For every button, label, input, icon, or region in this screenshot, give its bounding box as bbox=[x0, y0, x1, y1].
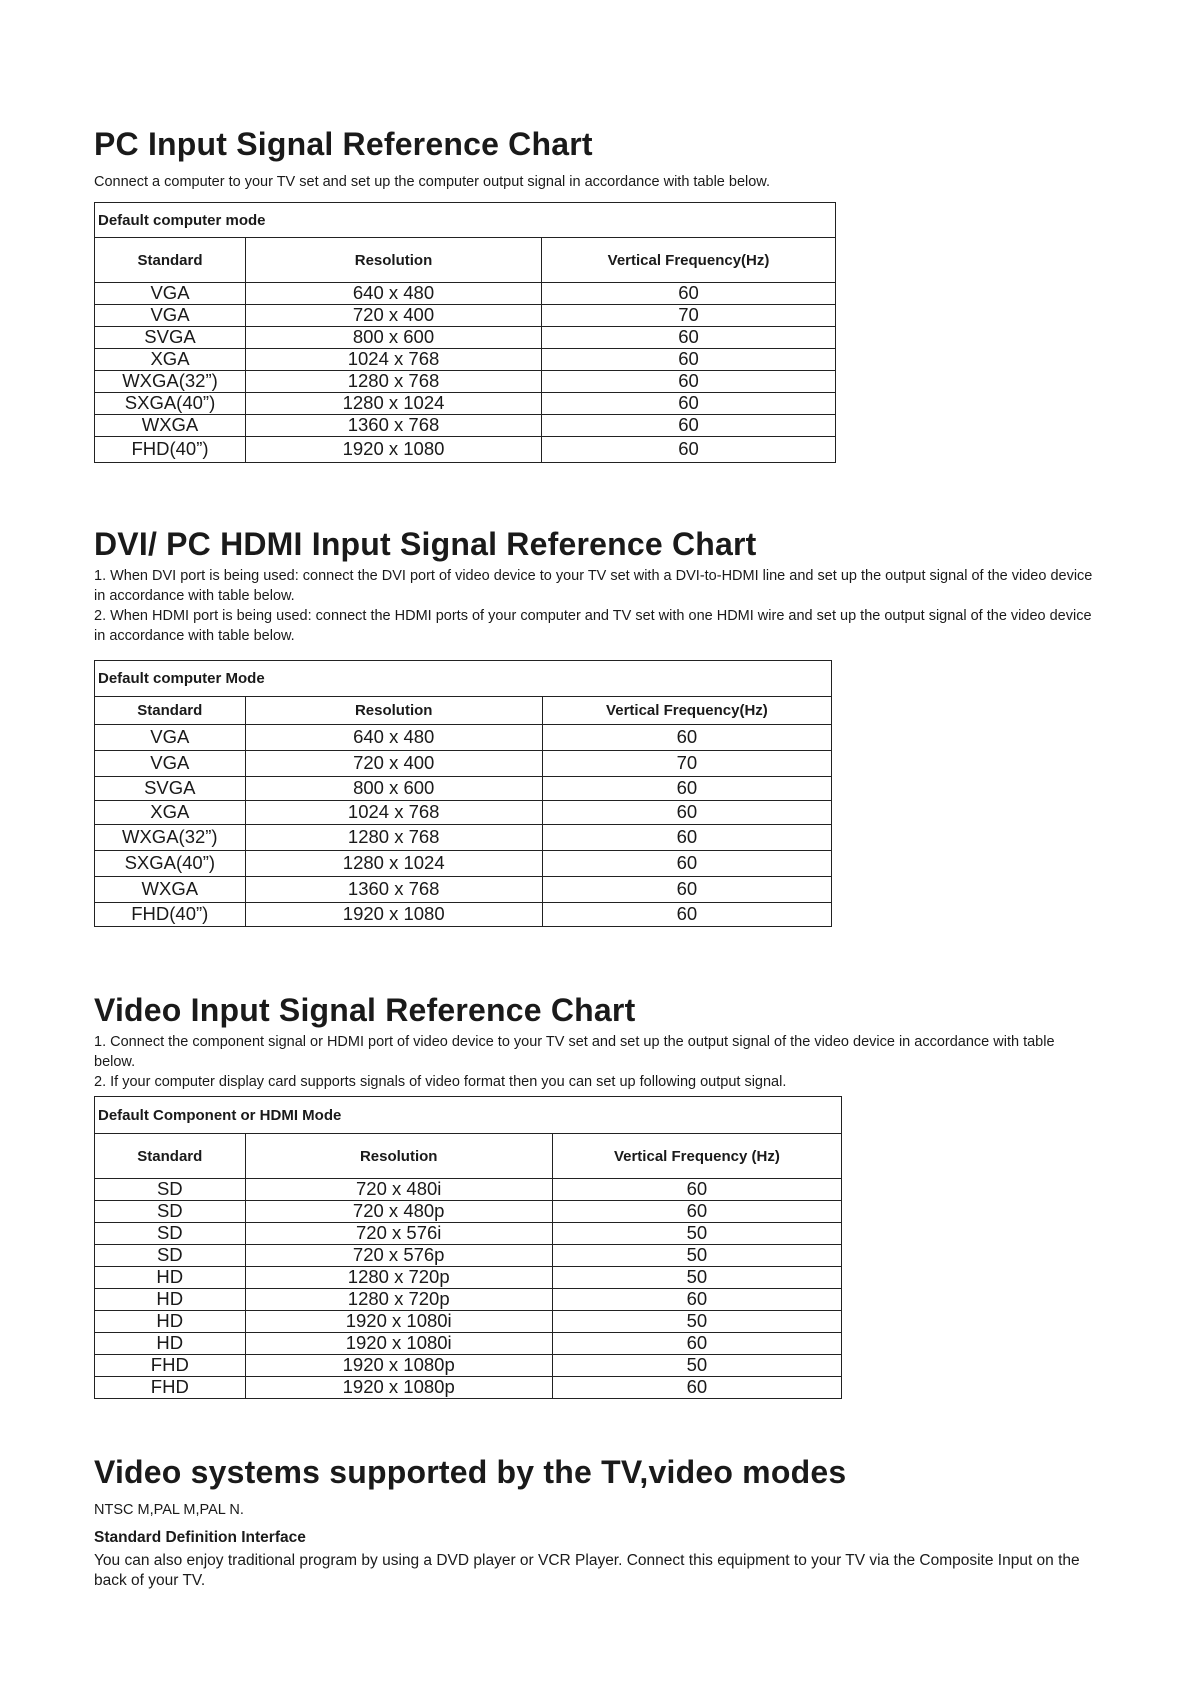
table-row bbox=[95, 349, 836, 371]
table-row bbox=[95, 371, 836, 393]
table-cell: 1920 x 1080 bbox=[245, 903, 542, 927]
table-cell: 60 bbox=[552, 1289, 841, 1311]
table-cell: 60 bbox=[552, 1201, 841, 1223]
table-cell: VGA bbox=[95, 283, 246, 305]
table-cell: 60 bbox=[542, 393, 836, 415]
table-row bbox=[95, 1289, 842, 1311]
table-cell: 60 bbox=[542, 283, 836, 305]
table-cell: SVGA bbox=[95, 327, 246, 349]
column-header: Resolution bbox=[245, 1134, 552, 1179]
table-cell: 60 bbox=[542, 851, 831, 877]
table-cell: HD bbox=[95, 1289, 246, 1311]
table-caption: Default Component or HDMI Mode bbox=[95, 1097, 842, 1134]
pc-chart-intro: Connect a computer to your TV set and set up the computer output signal in accordance with table below. bbox=[94, 174, 770, 190]
table-cell: 1280 x 768 bbox=[245, 825, 542, 851]
table-cell: 60 bbox=[542, 437, 836, 463]
table-row bbox=[95, 1377, 842, 1399]
table-cell: 70 bbox=[542, 305, 836, 327]
video-chart-notes bbox=[94, 1032, 1094, 1092]
table-cell: 60 bbox=[542, 903, 831, 927]
table-cell: SVGA bbox=[95, 777, 246, 801]
table-cell: SD bbox=[95, 1201, 246, 1223]
pc-chart-title: PC Input Signal Reference Chart bbox=[94, 126, 593, 162]
table-cell: 1920 x 1080i bbox=[245, 1311, 552, 1333]
table-cell: SD bbox=[95, 1223, 246, 1245]
table-caption: Default computer mode bbox=[95, 203, 836, 238]
table-cell: 60 bbox=[552, 1377, 841, 1399]
sd-interface-body: You can also enjoy traditional program by using a DVD player or VCR Player. Connect this equipment to your TV via the Composite Input on the back of your TV. bbox=[94, 1552, 1080, 1589]
sd-interface-heading: Standard Definition Interface bbox=[94, 1529, 306, 1546]
table-cell: 1360 x 768 bbox=[246, 415, 542, 437]
pc-signal-table bbox=[94, 202, 836, 463]
table-row bbox=[95, 877, 832, 903]
table-cell: 60 bbox=[542, 371, 836, 393]
table-cell: FHD(40”) bbox=[95, 437, 246, 463]
table-cell: FHD bbox=[95, 1355, 246, 1377]
table-cell: FHD bbox=[95, 1377, 246, 1399]
table-row bbox=[95, 305, 836, 327]
table-row bbox=[95, 1267, 842, 1289]
table-cell: 1280 x 1024 bbox=[246, 393, 542, 415]
table-cell: 50 bbox=[552, 1355, 841, 1377]
table-cell: 50 bbox=[552, 1311, 841, 1333]
table-cell: WXGA(32”) bbox=[95, 371, 246, 393]
table-cell: 60 bbox=[542, 777, 831, 801]
table-row bbox=[95, 725, 832, 751]
table-cell: 720 x 480i bbox=[245, 1179, 552, 1201]
table-cell: 640 x 480 bbox=[246, 283, 542, 305]
column-header: Standard bbox=[95, 238, 246, 283]
table-row bbox=[95, 751, 832, 777]
table-row bbox=[95, 777, 832, 801]
table-cell: VGA bbox=[95, 751, 246, 777]
video-systems-title: Video systems supported by the TV,video modes bbox=[94, 1454, 847, 1490]
column-header: Vertical Frequency(Hz) bbox=[542, 697, 831, 725]
table-cell: 60 bbox=[542, 415, 836, 437]
table-row bbox=[95, 903, 832, 927]
dvi-chart-title: DVI/ PC HDMI Input Signal Reference Chart bbox=[94, 526, 757, 562]
table-header-row bbox=[95, 1134, 842, 1179]
column-header: Vertical Frequency(Hz) bbox=[542, 238, 836, 283]
table-cell: SD bbox=[95, 1245, 246, 1267]
column-header: Resolution bbox=[246, 238, 542, 283]
table-row bbox=[95, 801, 832, 825]
table-cell: 1360 x 768 bbox=[245, 877, 542, 903]
table-header-row bbox=[95, 697, 832, 725]
table-cell: 1920 x 1080 bbox=[246, 437, 542, 463]
dvi-note-1: 1. When DVI port is being used: connect the DVI port of video device to your TV set with a DVI-to-HDMI line and set up the output signal of the video device in accordance with table below. bbox=[94, 568, 1093, 604]
table-row bbox=[95, 851, 832, 877]
table-cell: HD bbox=[95, 1267, 246, 1289]
table-row bbox=[95, 1333, 842, 1355]
table-row bbox=[95, 1201, 842, 1223]
table-cell: XGA bbox=[95, 801, 246, 825]
table-cell: 60 bbox=[552, 1333, 841, 1355]
table-cell: SD bbox=[95, 1179, 246, 1201]
table-cell: 720 x 400 bbox=[246, 305, 542, 327]
table-row bbox=[95, 415, 836, 437]
table-cell: XGA bbox=[95, 349, 246, 371]
table-cell: 1024 x 768 bbox=[246, 349, 542, 371]
table-cell: 720 x 480p bbox=[245, 1201, 552, 1223]
table-cell: 60 bbox=[542, 725, 831, 751]
table-row bbox=[95, 825, 832, 851]
dvi-note-2: 2. When HDMI port is being used: connect the HDMI ports of your computer and TV set with one HDMI wire and set up the output signal of the video device in accordance with table below. bbox=[94, 608, 1092, 644]
table-cell: 70 bbox=[542, 751, 831, 777]
table-cell: 800 x 600 bbox=[246, 327, 542, 349]
table-cell: 60 bbox=[542, 327, 836, 349]
table-header-row bbox=[95, 238, 836, 283]
table-cell: 1280 x 720p bbox=[245, 1267, 552, 1289]
table-row bbox=[95, 1223, 842, 1245]
table-row bbox=[95, 1245, 842, 1267]
column-header: Resolution bbox=[245, 697, 542, 725]
table-cell: HD bbox=[95, 1311, 246, 1333]
table-cell: 1280 x 768 bbox=[246, 371, 542, 393]
video-signal-table bbox=[94, 1096, 842, 1399]
table-cell: 1280 x 720p bbox=[245, 1289, 552, 1311]
table-cell: 720 x 400 bbox=[245, 751, 542, 777]
table-row bbox=[95, 1179, 842, 1201]
table-cell: 640 x 480 bbox=[245, 725, 542, 751]
table-cell: 60 bbox=[542, 349, 836, 371]
column-header: Standard bbox=[95, 697, 246, 725]
table-cell: 1280 x 1024 bbox=[245, 851, 542, 877]
table-cell: VGA bbox=[95, 725, 246, 751]
table-cell: 50 bbox=[552, 1245, 841, 1267]
table-row bbox=[95, 283, 836, 305]
table-cell: HD bbox=[95, 1333, 246, 1355]
table-cell: 50 bbox=[552, 1267, 841, 1289]
dvi-chart-notes bbox=[94, 566, 1094, 646]
table-cell: SXGA(40”) bbox=[95, 393, 246, 415]
table-cell: 60 bbox=[542, 825, 831, 851]
table-cell: 1024 x 768 bbox=[245, 801, 542, 825]
column-header: Standard bbox=[95, 1134, 246, 1179]
table-cell: 50 bbox=[552, 1223, 841, 1245]
table-cell: 1920 x 1080p bbox=[245, 1377, 552, 1399]
video-note-1: 1. Connect the component signal or HDMI port of video device to your TV set and set up the output signal of the video device in accordance with table below. bbox=[94, 1034, 1055, 1070]
table-row bbox=[95, 393, 836, 415]
table-cell: 1920 x 1080i bbox=[245, 1333, 552, 1355]
video-chart-title: Video Input Signal Reference Chart bbox=[94, 992, 636, 1028]
video-note-2: 2. If your computer display card supports signals of video format then you can set up following output signal. bbox=[94, 1074, 787, 1090]
table-cell: 60 bbox=[542, 877, 831, 903]
table-cell: WXGA bbox=[95, 877, 246, 903]
table-caption: Default computer Mode bbox=[95, 661, 832, 697]
table-cell: 1920 x 1080p bbox=[245, 1355, 552, 1377]
table-cell: 60 bbox=[542, 801, 831, 825]
column-header: Vertical Frequency (Hz) bbox=[552, 1134, 841, 1179]
table-cell: 720 x 576p bbox=[245, 1245, 552, 1267]
table-cell: FHD(40”) bbox=[95, 903, 246, 927]
table-cell: 800 x 600 bbox=[245, 777, 542, 801]
table-cell: 60 bbox=[552, 1179, 841, 1201]
dvi-signal-table bbox=[94, 660, 832, 927]
table-row bbox=[95, 1355, 842, 1377]
table-cell: VGA bbox=[95, 305, 246, 327]
table-row bbox=[95, 327, 836, 349]
table-cell: WXGA bbox=[95, 415, 246, 437]
table-row bbox=[95, 437, 836, 463]
video-systems-list: NTSC M,PAL M,PAL N. bbox=[94, 1502, 244, 1518]
table-cell: SXGA(40”) bbox=[95, 851, 246, 877]
table-row bbox=[95, 1311, 842, 1333]
table-cell: WXGA(32”) bbox=[95, 825, 246, 851]
table-cell: 720 x 576i bbox=[245, 1223, 552, 1245]
